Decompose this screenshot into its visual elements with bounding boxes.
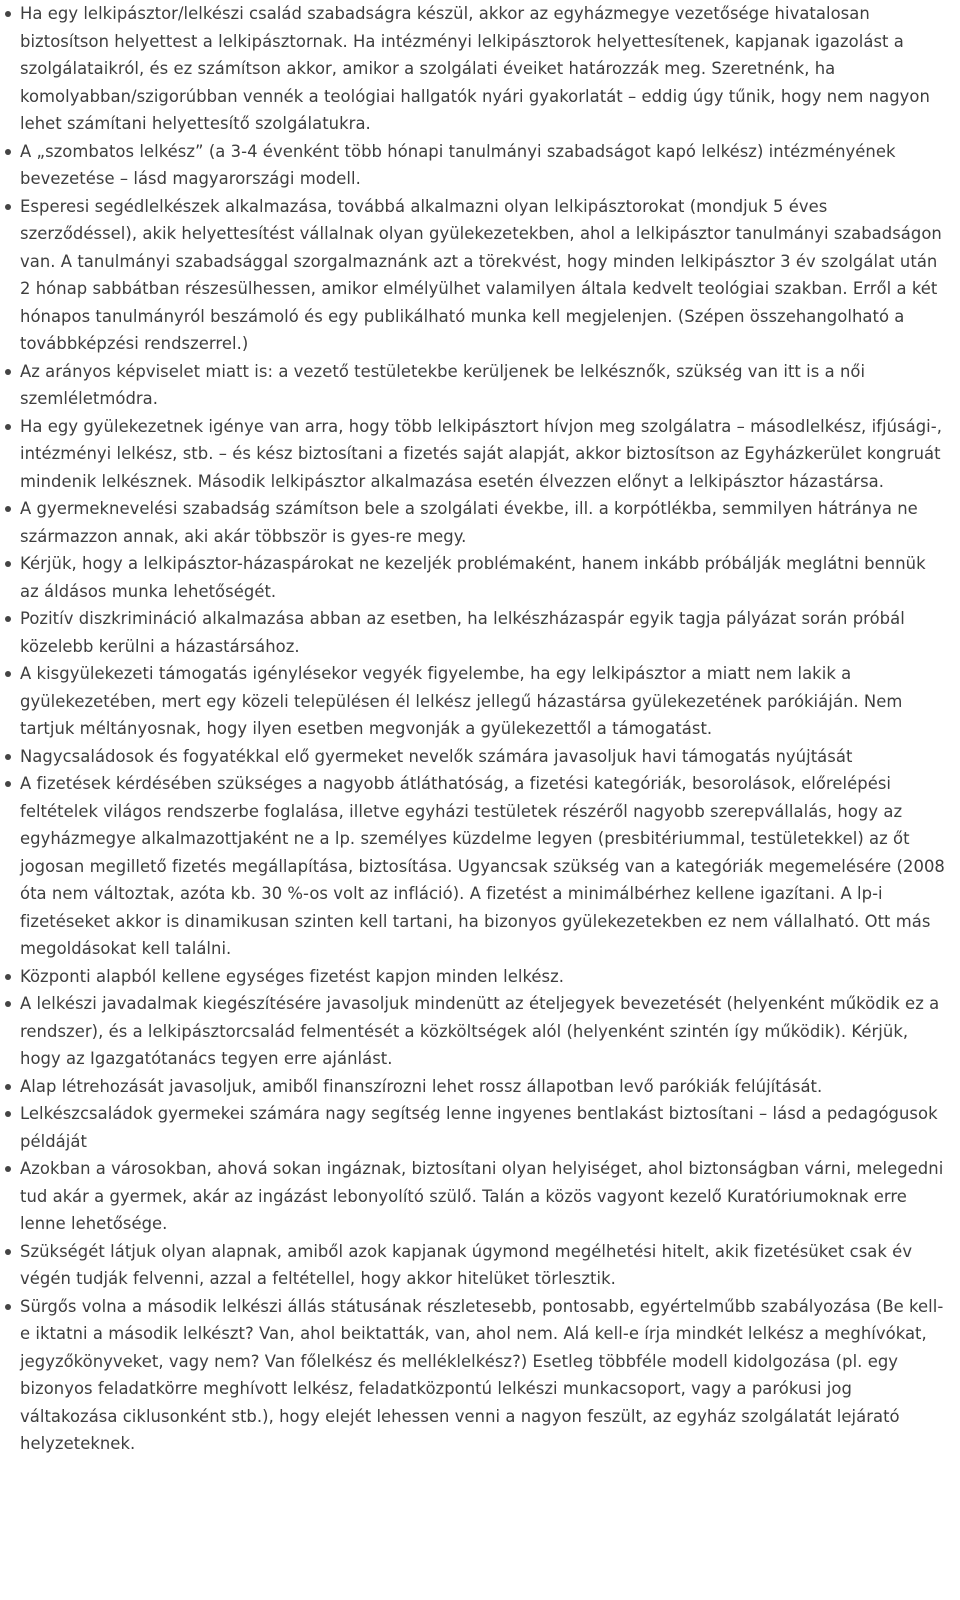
list-item-text: Az arányos képviselet miatt is: a vezető testületekbe kerüljenek be lelkésznők, szükség van itt is a női szemléletmódra.	[20, 361, 866, 408]
bullet-dot-icon	[5, 561, 11, 567]
list-item-text: Kérjük, hogy a lelkipásztor-házaspárokat ne kezeljék problémaként, hanem inkább próbálják meglátni bennük az áldásos munka lehetőségét.	[20, 554, 926, 601]
bullet-dot-icon	[5, 1249, 11, 1255]
list-item-text: A gyermeknevelési szabadság számítson bele a szolgálati évekbe, ill. a korpótlékba, semmilyen hátránya ne származzon annak, aki akár többször is gyes-re megy.	[20, 499, 918, 546]
list-item-text: A fizetések kérdésében szükséges a nagyobb átláthatóság, a fizetési kategóriák, besorolások, előrelépési feltételek világos rendszerbe foglalása, illetve egyházi testületek részéről nagyobb szerepvállalás, hogy az egyházmegye alkalmazottjaként ne a lp. személyes küzdelme legyen (presbitériummal, testületekkel) az őt jogosan megillető fizetés megállapítása, biztosítása. Ugyancsak szükség van a kategóriák megemelésére (2008 óta nem változtak, azóta kb. 30 %-os volt az infláció). A fizetést a minimálbérhez kellene igazítani. A lp-i fizetéseket akkor is dinamikusan szinten kell tartani, ha bizonyos gyülekezetekben ez nem vállalható. Ott más megoldásokat kell találni.	[20, 774, 945, 958]
bullet-dot-icon	[5, 974, 11, 980]
bullet-dot-icon	[5, 616, 11, 622]
list-item-text: Esperesi segédlelkészek alkalmazása, továbbá alkalmazni olyan lelkipásztorokat (mondjuk 5 éves szerződéssel), akik helyettesítést vállalnak olyan gyülekezetekben, ahol a lelkipásztor tanulmányi szabadságon van. A tanulmányi szabadsággal szorgalmaznánk azt a törekvést, hogy minden lelkipásztor 3 év szolgálat után 2 hónap sabbátban részesülhessen, amikor elmélyülhet valamilyen általa kedvelt teológiai szakban. Erről a két hónapos tanulmányról beszámoló és egy publikálható munka kell megjelenjen. (Szépen összehangolható a továbbképzési rendszerrel.)	[20, 196, 942, 353]
bullet-dot-icon	[5, 1111, 11, 1117]
bullet-dot-icon	[5, 506, 11, 512]
bullet-dot-icon	[5, 671, 11, 677]
bullet-dot-icon	[5, 781, 11, 787]
list-item	[0, 1155, 946, 1238]
list-item	[0, 605, 946, 660]
bullet-dot-icon	[5, 149, 11, 155]
list-item	[0, 358, 946, 413]
list-item-text: A kisgyülekezeti támogatás igénylésekor vegyék figyelembe, ha egy lelkipásztor a miatt nem lakik a gyülekezetében, mert egy közeli településen él lelkész jellegű házastársa gyülekezetének parókiáján. Nem tartjuk méltányosnak, hogy ilyen esetben megvonják a gyülekezettől a támogatást.	[20, 664, 903, 738]
list-item-text: A „szombatos lelkész” (a 3-4 évenként több hónapi tanulmányi szabadságot kapó lelkész) intézményének bevezetése – lásd magyarországi modell.	[20, 141, 896, 188]
list-item-text: Lelkészcsaládok gyermekei számára nagy segítség lenne ingyenes bentlakást biztosítani – lásd a pedagógusok példáját	[20, 1104, 938, 1151]
bullet-dot-icon	[5, 369, 11, 375]
list-item	[0, 1238, 946, 1293]
list-item	[0, 0, 946, 138]
list-item	[0, 1293, 946, 1458]
list-item	[0, 138, 946, 193]
bullet-dot-icon	[5, 1166, 11, 1172]
list-item	[0, 743, 946, 771]
list-item	[0, 413, 946, 496]
list-item	[0, 660, 946, 743]
bullet-dot-icon	[5, 754, 11, 760]
list-item	[0, 193, 946, 358]
bullet-dot-icon	[5, 11, 11, 17]
list-item-text: Központi alapból kellene egységes fizetést kapjon minden lelkész.	[20, 966, 565, 986]
list-item-text: Azokban a városokban, ahová sokan ingáznak, biztosítani olyan helyiséget, ahol biztonságban várni, melegedni tud akár a gyermek, akár az ingázást lebonyolító szülő. Talán a közös vagyont kezelő Kuratóriumoknak erre lenne lehetősége.	[20, 1159, 944, 1233]
list-item	[0, 1100, 946, 1155]
bullet-dot-icon	[5, 204, 11, 210]
list-item-text: Ha egy gyülekezetnek igénye van arra, hogy több lelkipásztort hívjon meg szolgálatra – másodlelkész, ifjúsági-, intézményi lelkész, stb. – és kész biztosítani a fizetés saját alapját, akkor biztosítson az Egyházkerület kongruát mindenik lelkésznek. Második lelkipásztor alkalmazása esetén élvezzen előnyt a lelkipásztor házastársa.	[20, 416, 943, 491]
list-item	[0, 963, 946, 991]
list-item-text: Szükségét látjuk olyan alapnak, amiből azok kapjanak úgymond megélhetési hitelt, akik fizetésüket csak év végén tudják felvenni, azzal a feltétellel, hogy akkor hitelüket törlesztik.	[20, 1241, 913, 1288]
bullet-dot-icon	[5, 1304, 11, 1310]
list-item-text: Pozitív diszkrimináció alkalmazása abban az esetben, ha lelkészházaspár egyik tagja pályázat során próbál közelebb kerülni a házastársához.	[20, 609, 905, 656]
list-item-text: Ha egy lelkipásztor/lelkészi család szabadságra készül, akkor az egyházmegye vezetősége hivatalosan biztosítson helyettest a lelkipásztornak. Ha intézményi lelkipásztorok helyettesítenek, kapjanak igazolást a szolgálataikról, és ez számítson akkor, amikor a szolgálati éveiket határozzák meg. Szeretnénk, ha komolyabban/szigorúbban vennék a teológiai hallgatók nyári gyakorlatát – eddig úgy tűnik, hogy nem nagyon lehet számítani helyettesítő szolgálatukra.	[20, 4, 930, 133]
list-item	[0, 495, 946, 550]
bullet-dot-icon	[5, 1084, 11, 1090]
list-item	[0, 770, 946, 963]
list-item	[0, 1073, 946, 1101]
list-item-text: Alap létrehozását javasoljuk, amiből finanszírozni lehet rossz állapotban levő parókiák felújítását.	[20, 1076, 823, 1096]
list-item-text: A lelkészi javadalmak kiegészítésére javasoljuk mindenütt az ételjegyek bevezetését (helyenként működik ez a rendszer), és a lelkipásztorcsalád felmentését a közköltségek alól (helyenként szintén így működik). Kérjük, hogy az Igazgatótanács tegyen erre ajánlást.	[20, 994, 940, 1068]
list-item-text: Nagycsaládosok és fogyatékkal elő gyermeket nevelők számára javasoljuk havi támogatás nyújtását	[20, 746, 853, 766]
bullet-dot-icon	[5, 1001, 11, 1007]
list-item-text: Sürgős volna a második lelkészi állás státusának részletesebb, pontosabb, egyértelműbb szabályozása (Be kell-e iktatni a második lelkészt? Van, ahol beiktatták, van, ahol nem. Alá kell-e írja mindkét lelkész a meghívókat, jegyzőkönyveket, vagy nem? Van főlelkész és melléklelkész?) Esetleg többféle modell kidolgozása (pl. egy bizonyos feladatkörre meghívott lelkész, feladatközpontú lelkészi munkacsoport, vagy a parókusi jog váltakozása ciklusonként stb.), hogy elejét lehessen venni a nagyon feszült, az egyház szolgálatát lejárató helyzeteknek.	[20, 1296, 944, 1453]
list-item	[0, 990, 946, 1073]
list-item	[0, 550, 946, 605]
bullet-dot-icon	[5, 424, 11, 430]
